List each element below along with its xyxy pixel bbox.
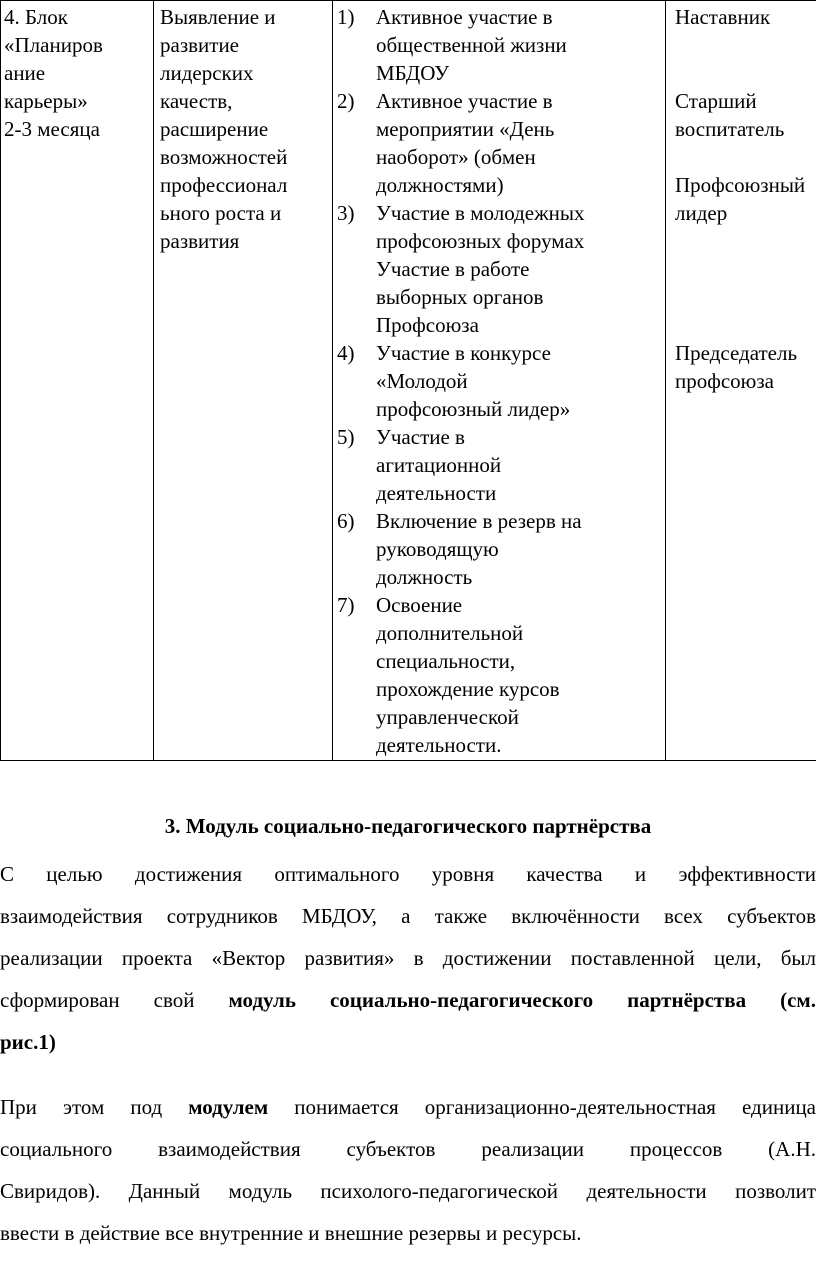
activity-text-line: профсоюзных форумах: [376, 229, 585, 253]
responsible-union-leader: лидер: [675, 201, 728, 225]
activity-item: [337, 591, 659, 759]
activity-text-line: «Молодой: [376, 369, 468, 393]
activities-list: [337, 3, 659, 759]
activity-text-line: общественной жизни: [376, 33, 567, 57]
activity-text-line: Активное участие в: [376, 5, 553, 29]
activity-text-line: Участие в работе: [376, 257, 530, 281]
activity-text-line: прохождение курсов: [376, 677, 560, 701]
paragraph-line: реализации проекта «Вектор развития» в достижении поставленной цели, был: [0, 946, 816, 970]
paragraph-line: ввести в действие все внутренние и внешние резервы и ресурсы.: [0, 1221, 582, 1245]
activity-text-line: управленческой: [376, 705, 519, 729]
activity-item: [337, 423, 659, 507]
paragraph-line: [0, 1021, 816, 1063]
goal-line: расширение: [160, 117, 269, 141]
module-term: модулем: [188, 1095, 269, 1119]
block-line: ание: [4, 61, 46, 85]
activity-text-line: агитационной: [376, 453, 502, 477]
spacer: [675, 227, 816, 339]
activity-number: 4): [337, 341, 355, 365]
block-line: карьеры»: [4, 89, 88, 113]
activity-item: [337, 3, 659, 87]
activity-text-line: Участие в: [376, 425, 465, 449]
activity-text-line: руководящую: [376, 537, 499, 561]
activity-text-line: Профсоюза: [376, 313, 479, 337]
activity-item: [337, 339, 659, 423]
activity-item: [337, 87, 659, 199]
activity-text-line: должностями): [376, 173, 504, 197]
activity-text-line: Активное участие в: [376, 89, 553, 113]
activity-text-line: дополнительной: [376, 621, 524, 645]
activities-cell: [333, 1, 666, 761]
activity-number: 3): [337, 201, 355, 225]
activity-text-line: выборных органов: [376, 285, 544, 309]
paragraph-text: сформирован свой: [0, 988, 195, 1012]
block-line: 4. Блок: [4, 5, 68, 29]
activity-number: 1): [337, 5, 355, 29]
activity-text-line: Участие в конкурсе: [376, 341, 551, 365]
module-emphasis: модуль социально-педагогического партнёрства (см.: [228, 988, 816, 1012]
responsible-senior-teacher: Старший: [675, 89, 757, 113]
paragraph-line: [0, 1086, 816, 1128]
goal-line: ьного роста и: [160, 201, 282, 225]
block-cell: [1, 1, 154, 761]
paragraph-line: С целью достижения оптимального уровня качества и эффективности: [0, 862, 816, 886]
responsible-union-leader: Профсоюзный: [675, 173, 806, 197]
section-title: 3. Модуль социально-педагогического партнёрства: [164, 814, 652, 838]
activity-text-line: наоборот» (обмен: [376, 145, 536, 169]
block-line: «Планиров: [4, 33, 103, 57]
goal-line: качеств,: [160, 89, 233, 113]
goal-line: лидерских: [160, 61, 254, 85]
paragraph-text: При этом под: [0, 1095, 163, 1119]
paragraph-line: взаимодействия сотрудников МБДОУ, а также включённости всех субъектов: [0, 904, 816, 928]
responsible-mentor: Наставник: [675, 5, 771, 29]
activity-text-line: профсоюзный лидер»: [376, 397, 571, 421]
goal-line: возможностей: [160, 145, 288, 169]
paragraph-line: социального взаимодействия субъектов реализации процессов (А.Н.: [0, 1137, 816, 1161]
activity-text-line: Включение в резерв на: [376, 509, 582, 533]
activity-text-line: деятельности: [376, 481, 497, 505]
responsible-union-chair: Председатель: [675, 341, 798, 365]
paragraph-line: Свиридов). Данный модуль психолого-педагогической деятельности позволит: [0, 1179, 816, 1203]
activity-text-line: должность: [376, 565, 473, 589]
goal-cell: [154, 1, 333, 761]
goal-line: профессионал: [160, 173, 288, 197]
spacer: [675, 143, 816, 171]
activity-number: 5): [337, 425, 355, 449]
activity-item: [337, 199, 659, 339]
table-row: [1, 1, 816, 761]
activity-text-line: Освоение: [376, 593, 463, 617]
activity-number: 2): [337, 89, 355, 113]
activity-number: 6): [337, 509, 355, 533]
goal-line: развитие: [160, 33, 240, 57]
activity-item: [337, 507, 659, 591]
goal-line: развития: [160, 229, 240, 253]
paragraph-partnership: [0, 853, 816, 1063]
paragraph-line: [0, 979, 816, 1021]
activity-number: 7): [337, 593, 355, 617]
spacer: [675, 59, 816, 87]
activity-text-line: МБДОУ: [376, 61, 450, 85]
responsible-senior-teacher: воспитатель: [675, 117, 785, 141]
spacer: [675, 31, 816, 59]
block-duration: 2-3 месяца: [4, 117, 100, 141]
paragraph-module-definition: [0, 1086, 816, 1254]
activity-text-line: Участие в молодежных: [376, 201, 585, 225]
paragraph-text: понимается организационно-деятельностная единица: [294, 1095, 816, 1119]
figure-reference: рис.1): [0, 1030, 56, 1054]
activity-text-line: деятельности.: [376, 733, 502, 757]
responsible-union-chair: профсоюза: [675, 369, 774, 393]
activity-text-line: мероприятии «День: [376, 117, 555, 141]
activity-text-line: специальности,: [376, 649, 516, 673]
goal-line: Выявление и: [160, 5, 276, 29]
responsible-cell: [666, 1, 816, 761]
